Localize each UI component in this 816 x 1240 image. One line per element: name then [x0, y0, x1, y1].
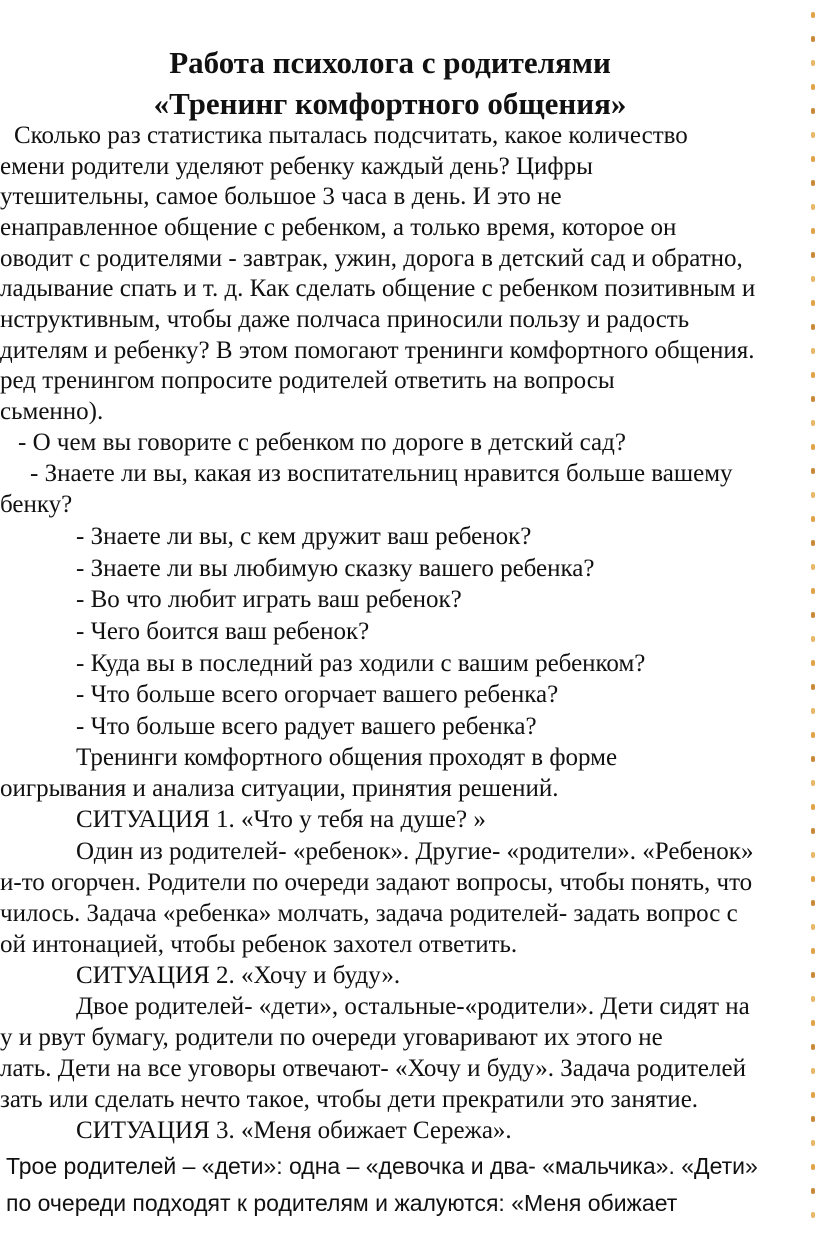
decorative-dot [811, 588, 815, 594]
text-line: зать или сделать нечто такое, чтобы дети прекратили это занятие. [0, 1086, 699, 1113]
text-line: Тренинги комфортного общения проходят в форме [76, 744, 618, 771]
decorative-dot-border [806, 0, 816, 1240]
decorative-dot [811, 732, 815, 738]
situation-heading: СИТУАЦИЯ 3. «Меня обижает Сережа». [76, 1117, 512, 1144]
question-line: - Во что любит играть ваш ребенок? [76, 586, 462, 613]
situation-heading: СИТУАЦИЯ 1. «Что у тебя на душе? » [76, 806, 486, 833]
decorative-dot [811, 756, 815, 762]
text-line: лать. Дети на все уговоры отвечают- «Хочу и буду». Задача родителей [0, 1055, 746, 1082]
decorative-dot [811, 372, 815, 378]
decorative-dot [811, 12, 815, 18]
decorative-dot [811, 204, 815, 210]
text-line: енаправленное общение с ребенком, а только время, которое он [0, 214, 677, 241]
decorative-dot [811, 564, 815, 570]
text-line: сьменно). [0, 398, 104, 425]
text-line: Сколько раз статистика пыталась подсчитать, какое количество [14, 122, 688, 149]
decorative-dot [811, 348, 815, 354]
document-title-line-1: Работа психолога с родителями [169, 45, 611, 80]
decorative-dot [811, 276, 815, 282]
decorative-dot [811, 1044, 815, 1050]
decorative-dot [811, 324, 815, 330]
decorative-dot [811, 852, 815, 858]
decorative-dot [811, 420, 815, 426]
decorative-dot [811, 636, 815, 642]
text-line: оигрывания и анализа ситуации, принятия решений. [0, 775, 559, 802]
decorative-dot [811, 780, 815, 786]
decorative-dot [811, 492, 815, 498]
text-line: оводит с родителями - завтрак, ужин, дорога в детский сад и обратно, [0, 245, 743, 272]
question-line: - Знаете ли вы, какая из воспитательниц нравится больше вашему [30, 460, 733, 487]
text-line: Двое родителей- «дети», остальные-«родители». Дети сидят на [76, 993, 750, 1020]
decorative-dot [811, 1188, 815, 1194]
text-line: ред тренингом попросите родителей ответить на вопросы [0, 367, 615, 394]
decorative-dot [811, 444, 815, 450]
decorative-dot [811, 972, 815, 978]
text-line: дителям и ребенку? В этом помогают тренинги комфортного общения. [0, 337, 755, 364]
text-line: нструктивным, чтобы даже полчаса приносили пользу и радость [0, 306, 690, 333]
decorative-dot [811, 948, 815, 954]
decorative-dot [811, 36, 815, 42]
text-line: Трое родителей – «дети»: одна – «девочка и два- «мальчика». «Дети» [6, 1153, 758, 1179]
decorative-dot [811, 900, 815, 906]
decorative-dot [811, 1116, 815, 1122]
decorative-dot [811, 1020, 815, 1026]
question-line: - Что больше всего радует вашего ребенка? [76, 713, 537, 740]
decorative-dot [811, 612, 815, 618]
decorative-dot [811, 684, 815, 690]
decorative-dot [811, 1140, 815, 1146]
decorative-dot [811, 516, 815, 522]
text-line: ладывание спать и т. д. Как сделать общение с ребенком позитивным и [0, 275, 756, 302]
decorative-dot [811, 252, 815, 258]
question-line: бенку? [0, 491, 73, 518]
decorative-dot [811, 132, 815, 138]
question-line: - Знаете ли вы, с кем дружит ваш ребенок? [76, 523, 532, 550]
decorative-dot [811, 924, 815, 930]
text-line: ой интонацией, чтобы ребенок захотел ответить. [0, 931, 518, 958]
question-line: - Что больше всего огорчает вашего ребенка? [76, 681, 559, 708]
decorative-dot [811, 84, 815, 90]
decorative-dot [811, 540, 815, 546]
decorative-dot [811, 228, 815, 234]
decorative-dot [811, 708, 815, 714]
text-line: емени родители уделяют ребенку каждый день? Цифры [0, 153, 593, 180]
decorative-dot [811, 660, 815, 666]
question-line: - О чем вы говорите с ребенком по дороге в детский сад? [18, 429, 626, 456]
decorative-dot [811, 996, 815, 1002]
decorative-dot [811, 60, 815, 66]
decorative-dot [811, 1164, 815, 1170]
question-line: - Знаете ли вы любимую сказку вашего ребенка? [76, 555, 595, 582]
decorative-dot [811, 828, 815, 834]
decorative-dot [811, 876, 815, 882]
decorative-dot [811, 468, 815, 474]
situation-heading: СИТУАЦИЯ 2. «Хочу и буду». [76, 962, 401, 989]
text-line: утешительны, самое большое 3 часа в день. И это не [0, 183, 562, 210]
decorative-dot [811, 1068, 815, 1074]
decorative-dot [811, 1092, 815, 1098]
decorative-dot [811, 108, 815, 114]
document-title-line-2: «Тренинг комфортного общения» [153, 86, 627, 121]
decorative-dot [811, 804, 815, 810]
question-line: - Чего боится ваш ребенок? [76, 618, 370, 645]
text-line: по очереди подходят к родителям и жалуются: «Меня обижает [6, 1190, 678, 1216]
decorative-dot [811, 156, 815, 162]
decorative-dot [811, 396, 815, 402]
decorative-dot [811, 1212, 815, 1218]
text-line: у и рвут бумагу, родители по очереди уговаривают их этого не [0, 1024, 663, 1051]
text-line: Один из родителей- «ребенок». Другие- «родители». «Ребенок» [76, 838, 754, 865]
text-line: и-то огорчен. Родители по очереди задают вопросы, чтобы понять, что [0, 869, 753, 896]
decorative-dot [811, 180, 815, 186]
question-line: - Куда вы в последний раз ходили с вашим ребенком? [76, 650, 646, 677]
decorative-dot [811, 300, 815, 306]
text-line: чилось. Задача «ребенка» молчать, задача родителей- задать вопрос с [0, 900, 738, 927]
